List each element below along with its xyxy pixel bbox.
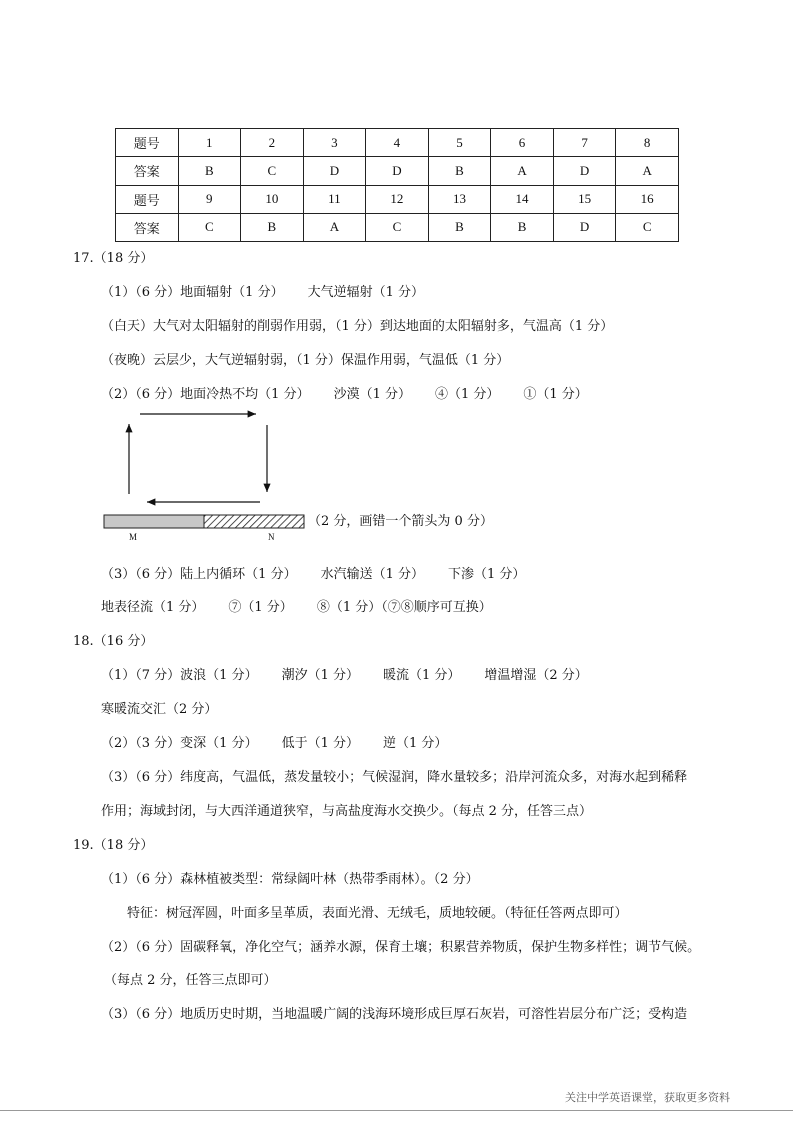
q18-1-answer-d: 增温增湿（2 分） bbox=[484, 668, 588, 683]
q19-title: 19.（18 分） bbox=[73, 838, 154, 853]
q17-3-answer-f: ⑧（1 分）（⑦⑧顺序可互换） bbox=[316, 600, 492, 615]
q18-line-4: （3）（6 分）纬度高，气温低，蒸发量较小；气候湿润，降水量较多；沿岸河流众多，对海水起到稀释 bbox=[101, 770, 688, 785]
q18-2-answer-c: 逆（1 分） bbox=[382, 736, 448, 751]
q17-3-answer-b: 水汽输送（1 分） bbox=[320, 567, 424, 582]
answer-table bbox=[115, 128, 679, 242]
answer-table-cell: A bbox=[303, 213, 366, 241]
answer-table-cell: D bbox=[553, 157, 616, 185]
answer-table-cell: B bbox=[178, 157, 241, 185]
answer-table-cell: 9 bbox=[178, 185, 241, 213]
answer-table-cell: 11 bbox=[303, 185, 366, 213]
q18-1-answer-c: 暖流（1 分） bbox=[382, 668, 461, 683]
q17-title: 17.（18 分） bbox=[73, 251, 154, 266]
q18-line-5: 作用；海域封闭，与大西洋通道狭窄，与高盐度海水交换少。（每点 2 分，任答三点） bbox=[101, 804, 593, 819]
q17-1-answer-a: （1）（6 分）地面辐射（1 分） bbox=[101, 285, 284, 300]
q17-line-4 bbox=[101, 386, 588, 404]
q18-1-answer-a: （1）（7 分）波浪（1 分） bbox=[101, 668, 258, 683]
answer-table-cell: C bbox=[366, 213, 429, 241]
answer-table-cell: 10 bbox=[241, 185, 304, 213]
answer-table-cell: C bbox=[178, 213, 241, 241]
q17-line-3: （夜晚）云层少，大气逆辐射弱，（1 分）保温作用弱，气温低（1 分） bbox=[101, 353, 510, 368]
answer-table-cell: D bbox=[553, 213, 616, 241]
answer-table-row-label: 题号 bbox=[116, 185, 179, 213]
q18-2-answer-b: 低于（1 分） bbox=[281, 736, 359, 751]
q18-line-2: 寒暖流交汇（2 分） bbox=[101, 702, 218, 717]
ground-n-segment bbox=[204, 515, 304, 528]
q19-line-3: （2）（6 分）固碳释氧，净化空气；涵养水源，保育土壤；积累营养物质，保护生物多样性；调节气候。 bbox=[101, 940, 701, 955]
answer-table-cell: 15 bbox=[553, 185, 616, 213]
q17-3-answer-c: 下渗（1 分） bbox=[447, 567, 526, 582]
answer-table-cell: 14 bbox=[491, 185, 554, 213]
q17-1-answer-b: 大气逆辐射（1 分） bbox=[307, 285, 424, 300]
q17-line-6 bbox=[101, 599, 492, 617]
answer-table-cell: 13 bbox=[428, 185, 491, 213]
answer-table-cell: 2 bbox=[241, 129, 304, 157]
answer-table-row-label: 答案 bbox=[116, 157, 179, 185]
q18-1-answer-b: 潮汐（1 分） bbox=[281, 668, 359, 683]
q17-2-answer-b: 沙漠（1 分） bbox=[333, 387, 411, 402]
q17-line-1 bbox=[101, 284, 424, 302]
q17-2-answer-d: ①（1 分） bbox=[523, 387, 588, 402]
answer-table-cell: B bbox=[241, 213, 304, 241]
q19-line-1: （1）（6 分）森林植被类型：常绿阔叶林（热带季雨林）。（2 分） bbox=[101, 872, 479, 887]
answer-table-cell: 12 bbox=[366, 185, 429, 213]
answer-table-cell: B bbox=[428, 213, 491, 241]
answer-table-cell: D bbox=[303, 157, 366, 185]
answer-table-row bbox=[116, 185, 679, 213]
q19-line-2: 特征：树冠浑圆，叶面多呈革质，表面光滑、无绒毛，质地较硬。（特征任答两点即可） bbox=[127, 906, 628, 921]
answer-table-cell: 7 bbox=[553, 129, 616, 157]
q18-line-1 bbox=[101, 667, 588, 685]
answer-table-cell: A bbox=[491, 157, 554, 185]
q18-title: 18.（16 分） bbox=[73, 634, 154, 649]
answer-table-cell: B bbox=[491, 213, 554, 241]
q17-2-answer-a: （2）（6 分）地面冷热不均（1 分） bbox=[101, 387, 310, 402]
q17-2-answer-c: ④（1 分） bbox=[434, 387, 500, 402]
footer-rule bbox=[0, 1110, 793, 1111]
answer-table-cell: D bbox=[366, 157, 429, 185]
diagram-note: （2 分，画错一个箭头为 0 分） bbox=[308, 514, 493, 529]
q18-line-3 bbox=[101, 735, 447, 753]
answer-table-cell: A bbox=[616, 157, 679, 185]
label-m: M bbox=[129, 532, 138, 542]
answer-table-row-label: 答案 bbox=[116, 213, 179, 241]
q17-line-2: （白天）大气对太阳辐射的削弱作用弱，（1 分）到达地面的太阳辐射多，气温高（1 分） bbox=[101, 319, 614, 334]
answer-table-cell: B bbox=[428, 157, 491, 185]
answer-table-cell: 4 bbox=[366, 129, 429, 157]
q17-line-5 bbox=[101, 566, 525, 584]
circulation-diagram bbox=[100, 408, 320, 544]
answer-table-cell: 3 bbox=[303, 129, 366, 157]
answer-table-cell: 6 bbox=[491, 129, 554, 157]
q19-line-4: （每点 2 分，任答三点即可） bbox=[104, 973, 277, 988]
q17-3-answer-e: ⑦（1 分） bbox=[228, 600, 293, 615]
answer-table-row-label: 题号 bbox=[116, 129, 179, 157]
answer-table-cell: C bbox=[616, 213, 679, 241]
q17-3-answer-d: 地表径流（1 分） bbox=[101, 600, 205, 615]
answer-table-cell: 5 bbox=[428, 129, 491, 157]
answer-table-cell: 1 bbox=[178, 129, 241, 157]
answer-table-cell: 16 bbox=[616, 185, 679, 213]
answer-table-row bbox=[116, 157, 679, 185]
q18-2-answer-a: （2）（3 分）变深（1 分） bbox=[101, 736, 258, 751]
q19-line-5: （3）（6 分）地质历史时期，当地温暖广阔的浅海环境形成巨厚石灰岩，可溶性岩层分布广泛；受构造 bbox=[101, 1007, 688, 1022]
q17-3-answer-a: （3）（6 分）陆上内循环（1 分） bbox=[101, 567, 297, 582]
answer-table-cell: C bbox=[241, 157, 304, 185]
ground-m-segment bbox=[104, 515, 204, 528]
answer-table-cell: 8 bbox=[616, 129, 679, 157]
answer-table-row bbox=[116, 129, 679, 157]
label-n: N bbox=[268, 532, 275, 542]
answer-table-row bbox=[116, 213, 679, 241]
footer-watermark: 关注中学英语课堂，获取更多资料 bbox=[565, 1091, 730, 1104]
